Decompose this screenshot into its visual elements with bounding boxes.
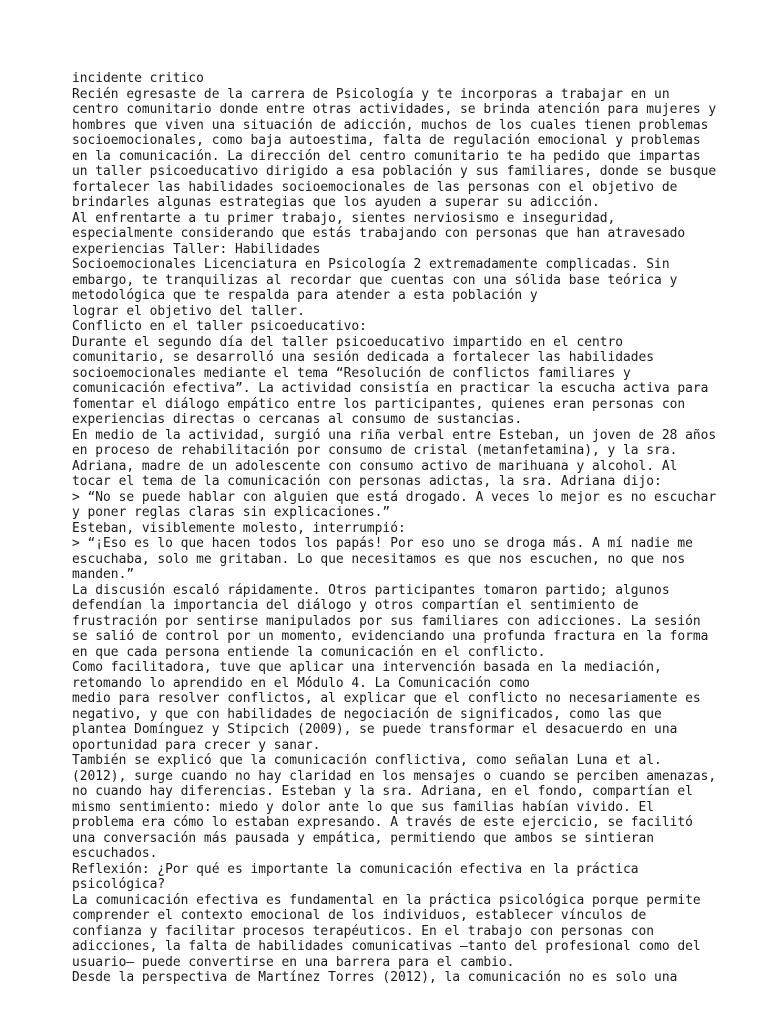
text-line: plantea Domínguez y Stipcich (2009), se puede transformar el desacuerdo en una bbox=[72, 722, 678, 737]
text-line: > “No se puede hablar con alguien que está drogado. A veces lo mejor es no escuchar bbox=[72, 489, 717, 505]
text-line: mismo sentimiento: miedo y dolor ante lo que sus familias habían vivido. El bbox=[72, 799, 655, 815]
text-line: lograr el objetivo del taller. bbox=[72, 303, 305, 319]
text-line: un taller psicoeducativo dirigido a esa población y sus familiares, donde se busque bbox=[72, 164, 717, 179]
text-line: confianza y facilitar procesos terapéuticos. En el trabajo con personas con bbox=[72, 923, 655, 939]
text-line: escuchaba, solo me gritaban. Lo que necesitamos es que nos escuchen, no que nos bbox=[72, 551, 686, 567]
text-line: > “¡Eso es lo que hacen todos los papás! Por eso uno se droga más. A mí nadie me bbox=[72, 536, 693, 551]
text-line: fomentar el diálogo empático entre los participantes, quienes eran personas con bbox=[72, 396, 686, 412]
text-line: adicciones, la falta de habilidades comunicativas —tanto del profesional como del bbox=[72, 939, 701, 954]
text-line: Durante el segundo día del taller psicoeducativo impartido en el centro bbox=[72, 334, 624, 350]
text-line: brindarles algunas estrategias que los ayuden a superar su adicción. bbox=[72, 195, 600, 210]
text-line: Recién egresaste de la carrera de Psicología y te incorporas a trabajar en un bbox=[72, 86, 670, 102]
text-line: experiencias directas o cercanas al consumo de sustancias. bbox=[72, 412, 523, 427]
text-line: experiencias Taller: Habilidades bbox=[72, 241, 321, 257]
text-line: Esteban, visiblemente molesto, interrumpió: bbox=[72, 520, 406, 536]
text-line: incidente critico bbox=[72, 71, 204, 86]
text-line: comunicación efectiva”. La actividad consistía en practicar la escucha activa para bbox=[72, 381, 709, 396]
text-line: y poner reglas claras sin explicaciones.” bbox=[72, 505, 391, 520]
text-line: se salió de control por un momento, evidenciando una profunda fractura en la forma bbox=[72, 629, 709, 644]
text-line: Reflexión: ¿Por qué es importante la comunicación efectiva en la práctica bbox=[72, 861, 639, 877]
text-line: La comunicación efectiva es fundamental en la práctica psicológica porque permite bbox=[72, 892, 701, 908]
text-line: Socioemocionales Licenciatura en Psicología 2 extremadamente complicadas. Sin bbox=[72, 257, 670, 272]
text-line: socioemocionales mediante el tema “Resolución de conflictos familiares y bbox=[72, 365, 631, 381]
text-line: en que cada persona entiende la comunicación en el conflicto. bbox=[72, 644, 546, 660]
text-line: una conversación más pausada y empática, permitiendo que ambos se sintieran bbox=[72, 830, 655, 846]
text-line: retomando lo aprendido en el Módulo 4. La Comunicación como bbox=[72, 675, 530, 691]
text-line: usuario— puede convertirse en una barrera para el cambio. bbox=[72, 954, 515, 970]
text-line: negativo, y que con habilidades de negociación de significados, como las que bbox=[72, 706, 662, 722]
text-line: También se explicó que la comunicación conflictiva, como señalan Luna et al. bbox=[72, 753, 662, 768]
text-line: defendían la importancia del diálogo y otros compartían el sentimiento de bbox=[72, 598, 639, 613]
text-line: oportunidad para crecer y sanar. bbox=[72, 737, 321, 753]
text-line: especialmente considerando que estás trabajando con personas que han atravesado bbox=[72, 226, 686, 241]
text-line: embargo, te tranquilizas al recordar que cuentas con una sólida base teórica y bbox=[72, 272, 678, 288]
text-line: en la comunicación. La dirección del centro comunitario te ha pedido que impartas bbox=[72, 148, 701, 164]
text-line: problema era cómo lo estaban expresando. A través de este ejercicio, se facilitó bbox=[72, 815, 693, 830]
text-line: En medio de la actividad, surgió una riña verbal entre Esteban, un joven de 28 años bbox=[72, 427, 717, 443]
text-line: Conflicto en el taller psicoeducativo: bbox=[72, 319, 367, 334]
text-line: comunitario, se desarrolló una sesión dedicada a fortalecer las habilidades bbox=[72, 350, 655, 365]
text-line: en proceso de rehabilitación por consumo de cristal (metanfetamina), y la sra. bbox=[72, 443, 678, 458]
text-line: Al enfrentarte a tu primer trabajo, sientes nerviosismo e inseguridad, bbox=[72, 210, 616, 226]
text-line: socioemocionales, como baja autoestima, falta de regulación emocional y problemas bbox=[72, 133, 701, 148]
text-line: metodológica que te respalda para atender a esta población y bbox=[72, 288, 538, 303]
text-line: Desde la perspectiva de Martínez Torres (2012), la comunicación no es solo una bbox=[72, 970, 678, 985]
text-line: medio para resolver conflictos, al explicar que el conflicto no necesariamente es bbox=[72, 691, 701, 706]
text-line: Adriana, madre de un adolescente con consumo activo de marihuana y alcohol. Al bbox=[72, 458, 678, 474]
document-body-text bbox=[72, 71, 717, 986]
text-line: escuchados. bbox=[72, 846, 158, 861]
text-line: fortalecer las habilidades socioemocionales de las personas con el objetivo de bbox=[72, 179, 678, 195]
text-line: (2012), surge cuando no hay claridad en los mensajes o cuando se perciben amenazas, bbox=[72, 768, 717, 784]
text-line: centro comunitario donde entre otras actividades, se brinda atención para mujeres y bbox=[72, 102, 717, 117]
text-line: hombres que viven una situación de adicción, muchos de los cuales tienen problemas bbox=[72, 117, 709, 133]
text-line: manden.” bbox=[72, 567, 135, 582]
text-line: psicológica? bbox=[72, 877, 166, 892]
text-line: comprender el contexto emocional de los individuos, establecer vínculos de bbox=[72, 908, 647, 923]
text-line: La discusión escaló rápidamente. Otros participantes tomaron partido; algunos bbox=[72, 582, 670, 598]
text-line: frustración por sentirse manipulados por sus familiares con adicciones. La sesión bbox=[72, 613, 701, 629]
text-line: Como facilitadora, tuve que aplicar una intervención basada en la mediación, bbox=[72, 660, 662, 675]
text-line: tocar el tema de la comunicación con personas adictas, la sra. Adriana dijo: bbox=[72, 474, 662, 489]
text-line: no cuando hay diferencias. Esteban y la sra. Adriana, en el fondo, compartían el bbox=[72, 784, 693, 799]
